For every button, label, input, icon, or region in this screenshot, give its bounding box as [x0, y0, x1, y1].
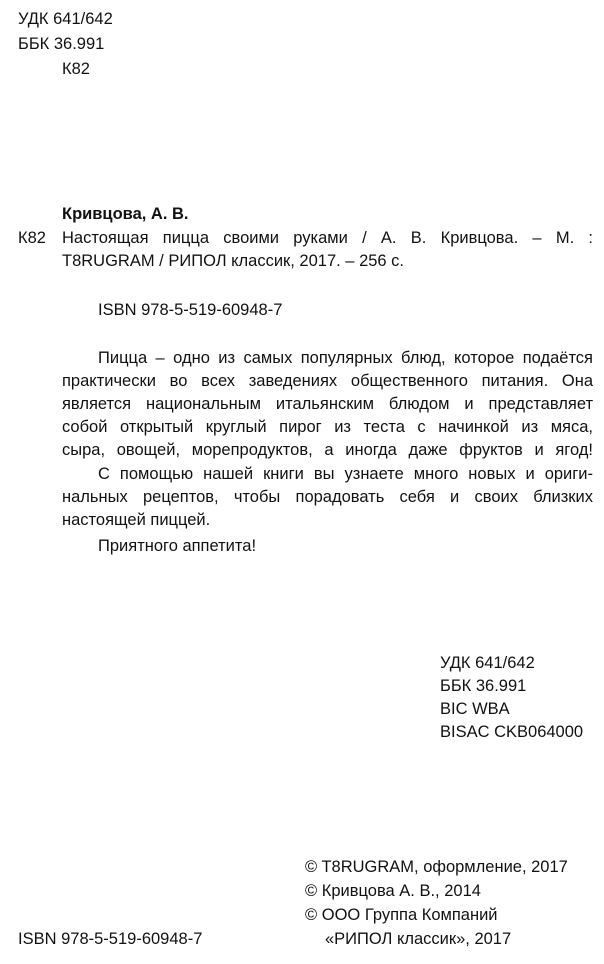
footer-isbn: ISBN 978-5-519-60948-7: [18, 930, 203, 948]
annotation-p3: Приятного аппетита!: [98, 537, 257, 555]
entry-title-line-2: T8RUGRAM / РИПОЛ классик, 2017. – 256 с.: [62, 252, 405, 270]
class-bic: BIC WBA: [440, 700, 510, 718]
header-udk: УДК 641/642: [18, 10, 113, 28]
class-udk: УДК 641/642: [440, 654, 535, 672]
entry-title-line-1: Настоящая пицца своими руками / А. В. Кривцова. – М. :: [62, 229, 593, 247]
header-bbk: ББК 36.991: [18, 35, 105, 53]
annotation-p2-line-2: нальных рецептов, чтобы порадовать себя и своих близких: [62, 488, 593, 506]
copyright-line-2: © Кривцова А. В., 2014: [305, 882, 481, 900]
entry-isbn: ISBN 978-5-519-60948-7: [98, 301, 283, 319]
annotation-p2-line-3: настоящей пиццей.: [62, 511, 211, 529]
annotation-p1-line-3: является национальным итальянским блюдом и представляет: [62, 395, 593, 413]
class-bisac: BISAC CKB064000: [440, 723, 584, 741]
copyright-line-4: «РИПОЛ классик», 2017: [325, 930, 512, 948]
annotation-p1-line-2: практически во всех заведениях общественного питания. Она: [62, 372, 593, 390]
class-bbk: ББК 36.991: [440, 677, 527, 695]
annotation-p2-line-1: С помощью нашей книги вы узнаете много новых и ориги-: [98, 465, 593, 483]
entry-author-sign: К82: [18, 229, 46, 247]
copyright-line-3: © ООО Группа Компаний: [305, 906, 498, 924]
annotation-p1-line-1: Пицца – одно из самых популярных блюд, которое подаётся: [98, 349, 593, 367]
annotation-p1-line-4: собой открытый круглый пирог из теста с начинкой из мяса,: [62, 418, 593, 436]
annotation-p1-line-5: сыра, овощей, морепродуктов, а иногда даже фруктов и ягод!: [62, 441, 593, 459]
copyright-line-1: © T8RUGRAM, оформление, 2017: [305, 858, 568, 876]
header-author-sign: К82: [62, 60, 90, 78]
entry-author: Кривцова, А. В.: [62, 205, 189, 223]
